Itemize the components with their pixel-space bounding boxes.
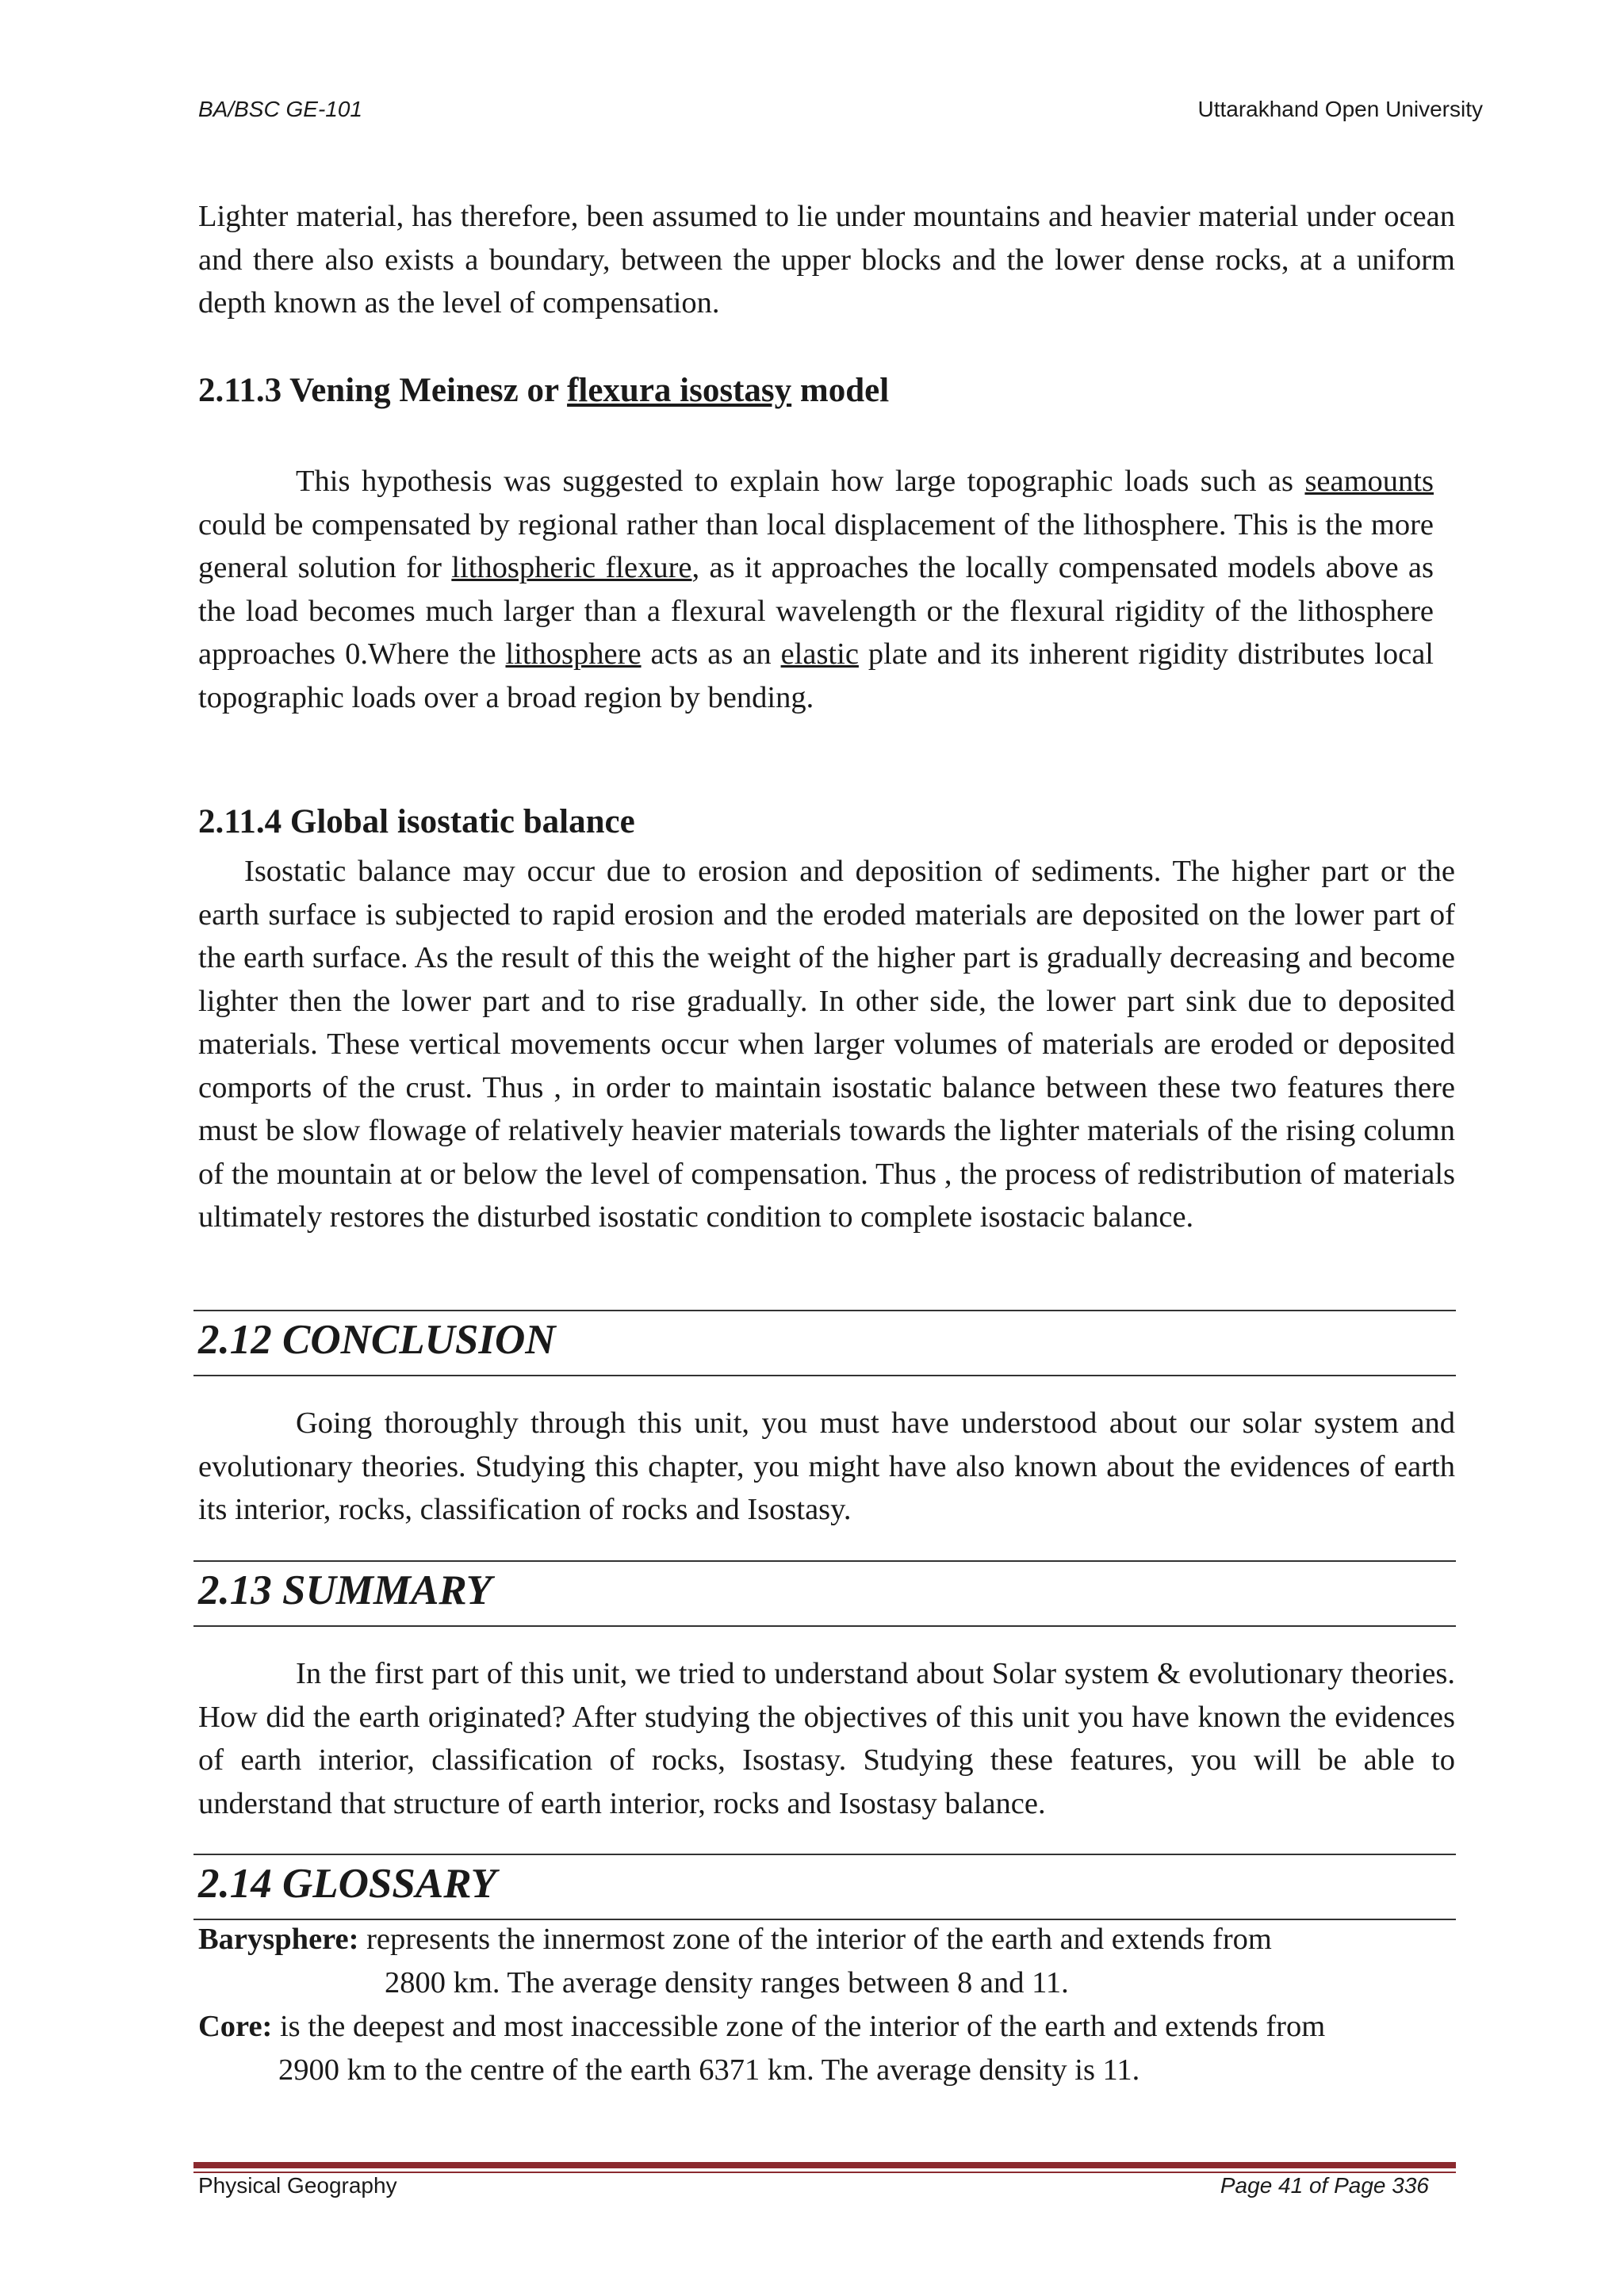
section-rule: [193, 1375, 1456, 1376]
intro-paragraph: Lighter material, has therefore, been assumed to lie under mountains and heavier material under ocean and there also exists a boundary, between the upper blocks and the lower dense rocks, at a uniform depth known as the level of compensation.: [198, 200, 1455, 320]
glossary-definition: represents the innermost zone of the interior of the earth and extends from: [358, 1923, 1272, 1956]
heading-summary: 2.13 SUMMARY: [198, 1567, 492, 1613]
footer-page-number: Page 41 of Page 336: [1220, 2173, 1429, 2198]
heading-conclusion: 2.12 CONCLUSION: [198, 1317, 556, 1363]
paragraph-text: This hypothesis was suggested to explain how large topographic loads such as: [296, 465, 1305, 498]
footer-rule-thick: [193, 2162, 1456, 2168]
section-rule: [193, 1854, 1456, 1855]
link-lithosphere[interactable]: lithosphere: [505, 637, 642, 671]
link-seamounts[interactable]: seamounts: [1304, 465, 1434, 498]
heading-2-11-3-post: model: [791, 372, 890, 409]
link-flexura-isostasy[interactable]: flexura isostasy: [567, 372, 792, 409]
glossary-term: Core:: [198, 2010, 273, 2043]
section-rule: [193, 1560, 1456, 1562]
glossary-item-core: [198, 2009, 1325, 2044]
paragraph-text: plate and its inherent rigidity distributes local topographic loads over a broad region by bending.: [198, 637, 1434, 714]
header-university: Uttarakhand Open University: [1197, 97, 1483, 121]
paragraph-summary: In the first part of this unit, we tried to understand about Solar system & evolutionary theories. How did the earth originated? After studying the objectives of this unit you have known the evidences of earth interior, classification of rocks, Isostasy. Studying these features, you will be able to understand that structure of earth interior, rocks and Isostasy balance.: [198, 1657, 1455, 1820]
paragraph-text: , as it approaches the locally compensated models above as the load becomes much larger than a flexural wavelength or the flexural rigidity of the lithosphere approaches 0.Where the: [198, 551, 1434, 671]
glossary-item-barysphere: [198, 1922, 1272, 1957]
heading-2-11-3-pre: 2.11.3 Vening Meinesz or: [198, 372, 568, 409]
heading-glossary: 2.14 GLOSSARY: [198, 1861, 496, 1907]
paragraph-2-11-4: Isostatic balance may occur due to erosion and deposition of sediments. The higher part or the earth surface is subjected to rapid erosion and the eroded materials are deposited on the lower part of the earth surface. As the result of this the weight of the higher part is gradually decreasing and become lighter then the lower part and to rise gradually. In other side, the lower part sink due to deposited materials. These vertical movements occur when larger volumes of materials are eroded or deposited comports of the crust. Thus , in order to maintain isostatic balance between these two features there must be slow flowage of relatively heavier materials towards the lighter materials of the rising column of the mountain at or below the level of compensation. Thus , the process of redistribution of materials ultimately restores the disturbed isostatic condition to complete isostacic balance.: [198, 855, 1455, 1234]
paragraph-conclusion: Going thoroughly through this unit, you must have understood about our solar system and evolutionary theories. Studying this chapter, you might have also known about the evidences of earth its interior, rocks, classification of rocks and Isostasy.: [198, 1406, 1455, 1526]
heading-2-11-4: 2.11.4 Global isostatic balance: [198, 803, 635, 840]
glossary-item-core-cont: 2900 km to the centre of the earth 6371 km. The average density is 11.: [278, 2053, 1140, 2087]
glossary-definition: is the deepest and most inaccessible zone of the interior of the earth and extends from: [272, 2010, 1326, 2043]
footer-subject: Physical Geography: [198, 2173, 397, 2198]
glossary-term: Barysphere:: [198, 1923, 359, 1956]
link-lithospheric-flexure[interactable]: lithospheric flexure: [451, 551, 692, 584]
glossary-item-barysphere-cont: 2800 km. The average density ranges between 8 and 11.: [385, 1966, 1069, 1999]
paragraph-text: could be compensated by regional rather than local displacement of the lithosphere. This is the more general solution for: [198, 507, 1434, 584]
header-course-code: BA/BSC GE-101: [198, 97, 362, 121]
section-rule: [193, 1919, 1456, 1920]
paragraph-text: acts as an: [641, 637, 781, 671]
link-elastic[interactable]: elastic: [780, 637, 859, 671]
heading-2-11-3: [198, 371, 889, 410]
section-rule: [193, 1310, 1456, 1311]
paragraph-2-11-3: [198, 460, 1434, 719]
section-rule: [193, 1625, 1456, 1627]
